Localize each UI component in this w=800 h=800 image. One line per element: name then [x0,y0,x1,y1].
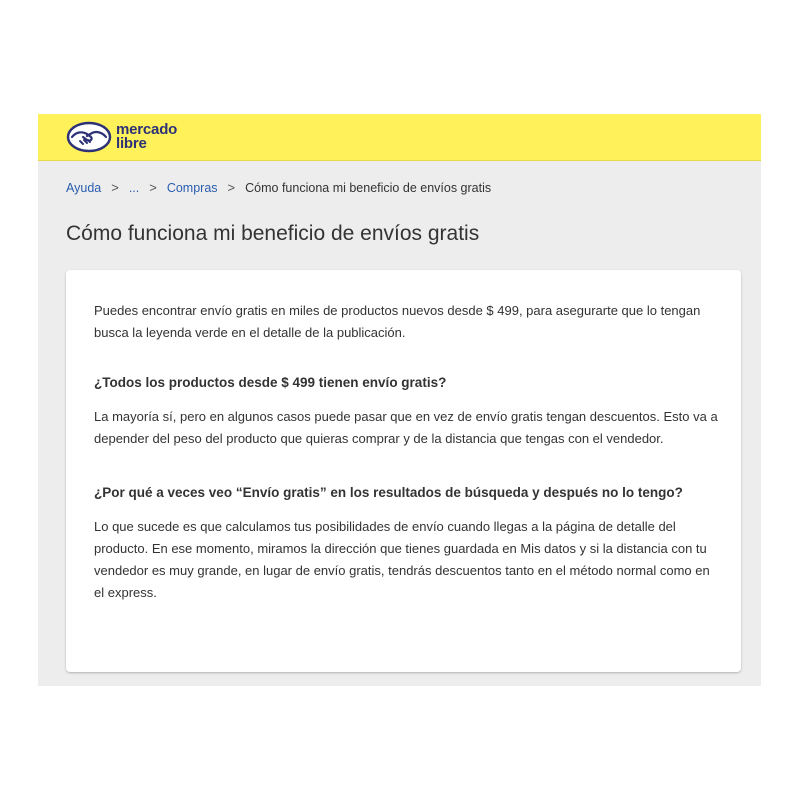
mercadolibre-logo[interactable] [66,119,196,155]
breadcrumb-ayuda[interactable]: Ayuda [66,180,102,195]
breadcrumb [66,180,491,195]
article-card [66,270,741,672]
breadcrumb-ellipsis[interactable]: ... [128,180,140,195]
article-body [94,300,718,604]
breadcrumb-separator: > [149,180,157,195]
site-header [38,114,761,161]
article-intro: Puedes encontrar envío gratis en miles de productos nuevos desde $ 499, para asegurarte que lo tengan busca la leyenda verde en el detalle de la publicación. [94,303,701,340]
breadcrumb-compras[interactable]: Compras [166,180,218,195]
faq-question: ¿Todos los productos desde $ 499 tienen envío gratis? [94,375,447,390]
breadcrumb-separator: > [227,180,236,195]
logo-line-1: mercado [116,121,178,138]
faq-answer: La mayoría sí, pero en algunos casos puede pasar que en vez de envío gratis tengan descuentos. Esto va a depender del peso del producto que quieras comprar y de la distancia que tengas con el vendedor. [94,409,718,446]
breadcrumb-current: Cómo funciona mi beneficio de envíos gratis [245,180,492,195]
logo-wordmark [116,123,177,151]
faq-question: ¿Por qué a veces veo “Envío gratis” en los resultados de búsqueda y después no lo tengo? [94,485,683,500]
page-frame [38,114,761,686]
breadcrumb-separator: > [111,180,119,195]
logo-line-2: libre [116,135,147,152]
handshake-icon [66,121,112,153]
page-title: Cómo funciona mi beneficio de envíos gratis [66,222,480,245]
faq-answer: Lo que sucede es que calculamos tus posibilidades de envío cuando llegas a la página de detalle del producto. En ese momento, miramos la dirección que tienes guardada en Mis datos y si la distancia con tu vendedor es muy grande, en lugar de envío gratis, tendrás descuentos tanto en el método normal como en el express. [94,519,710,600]
